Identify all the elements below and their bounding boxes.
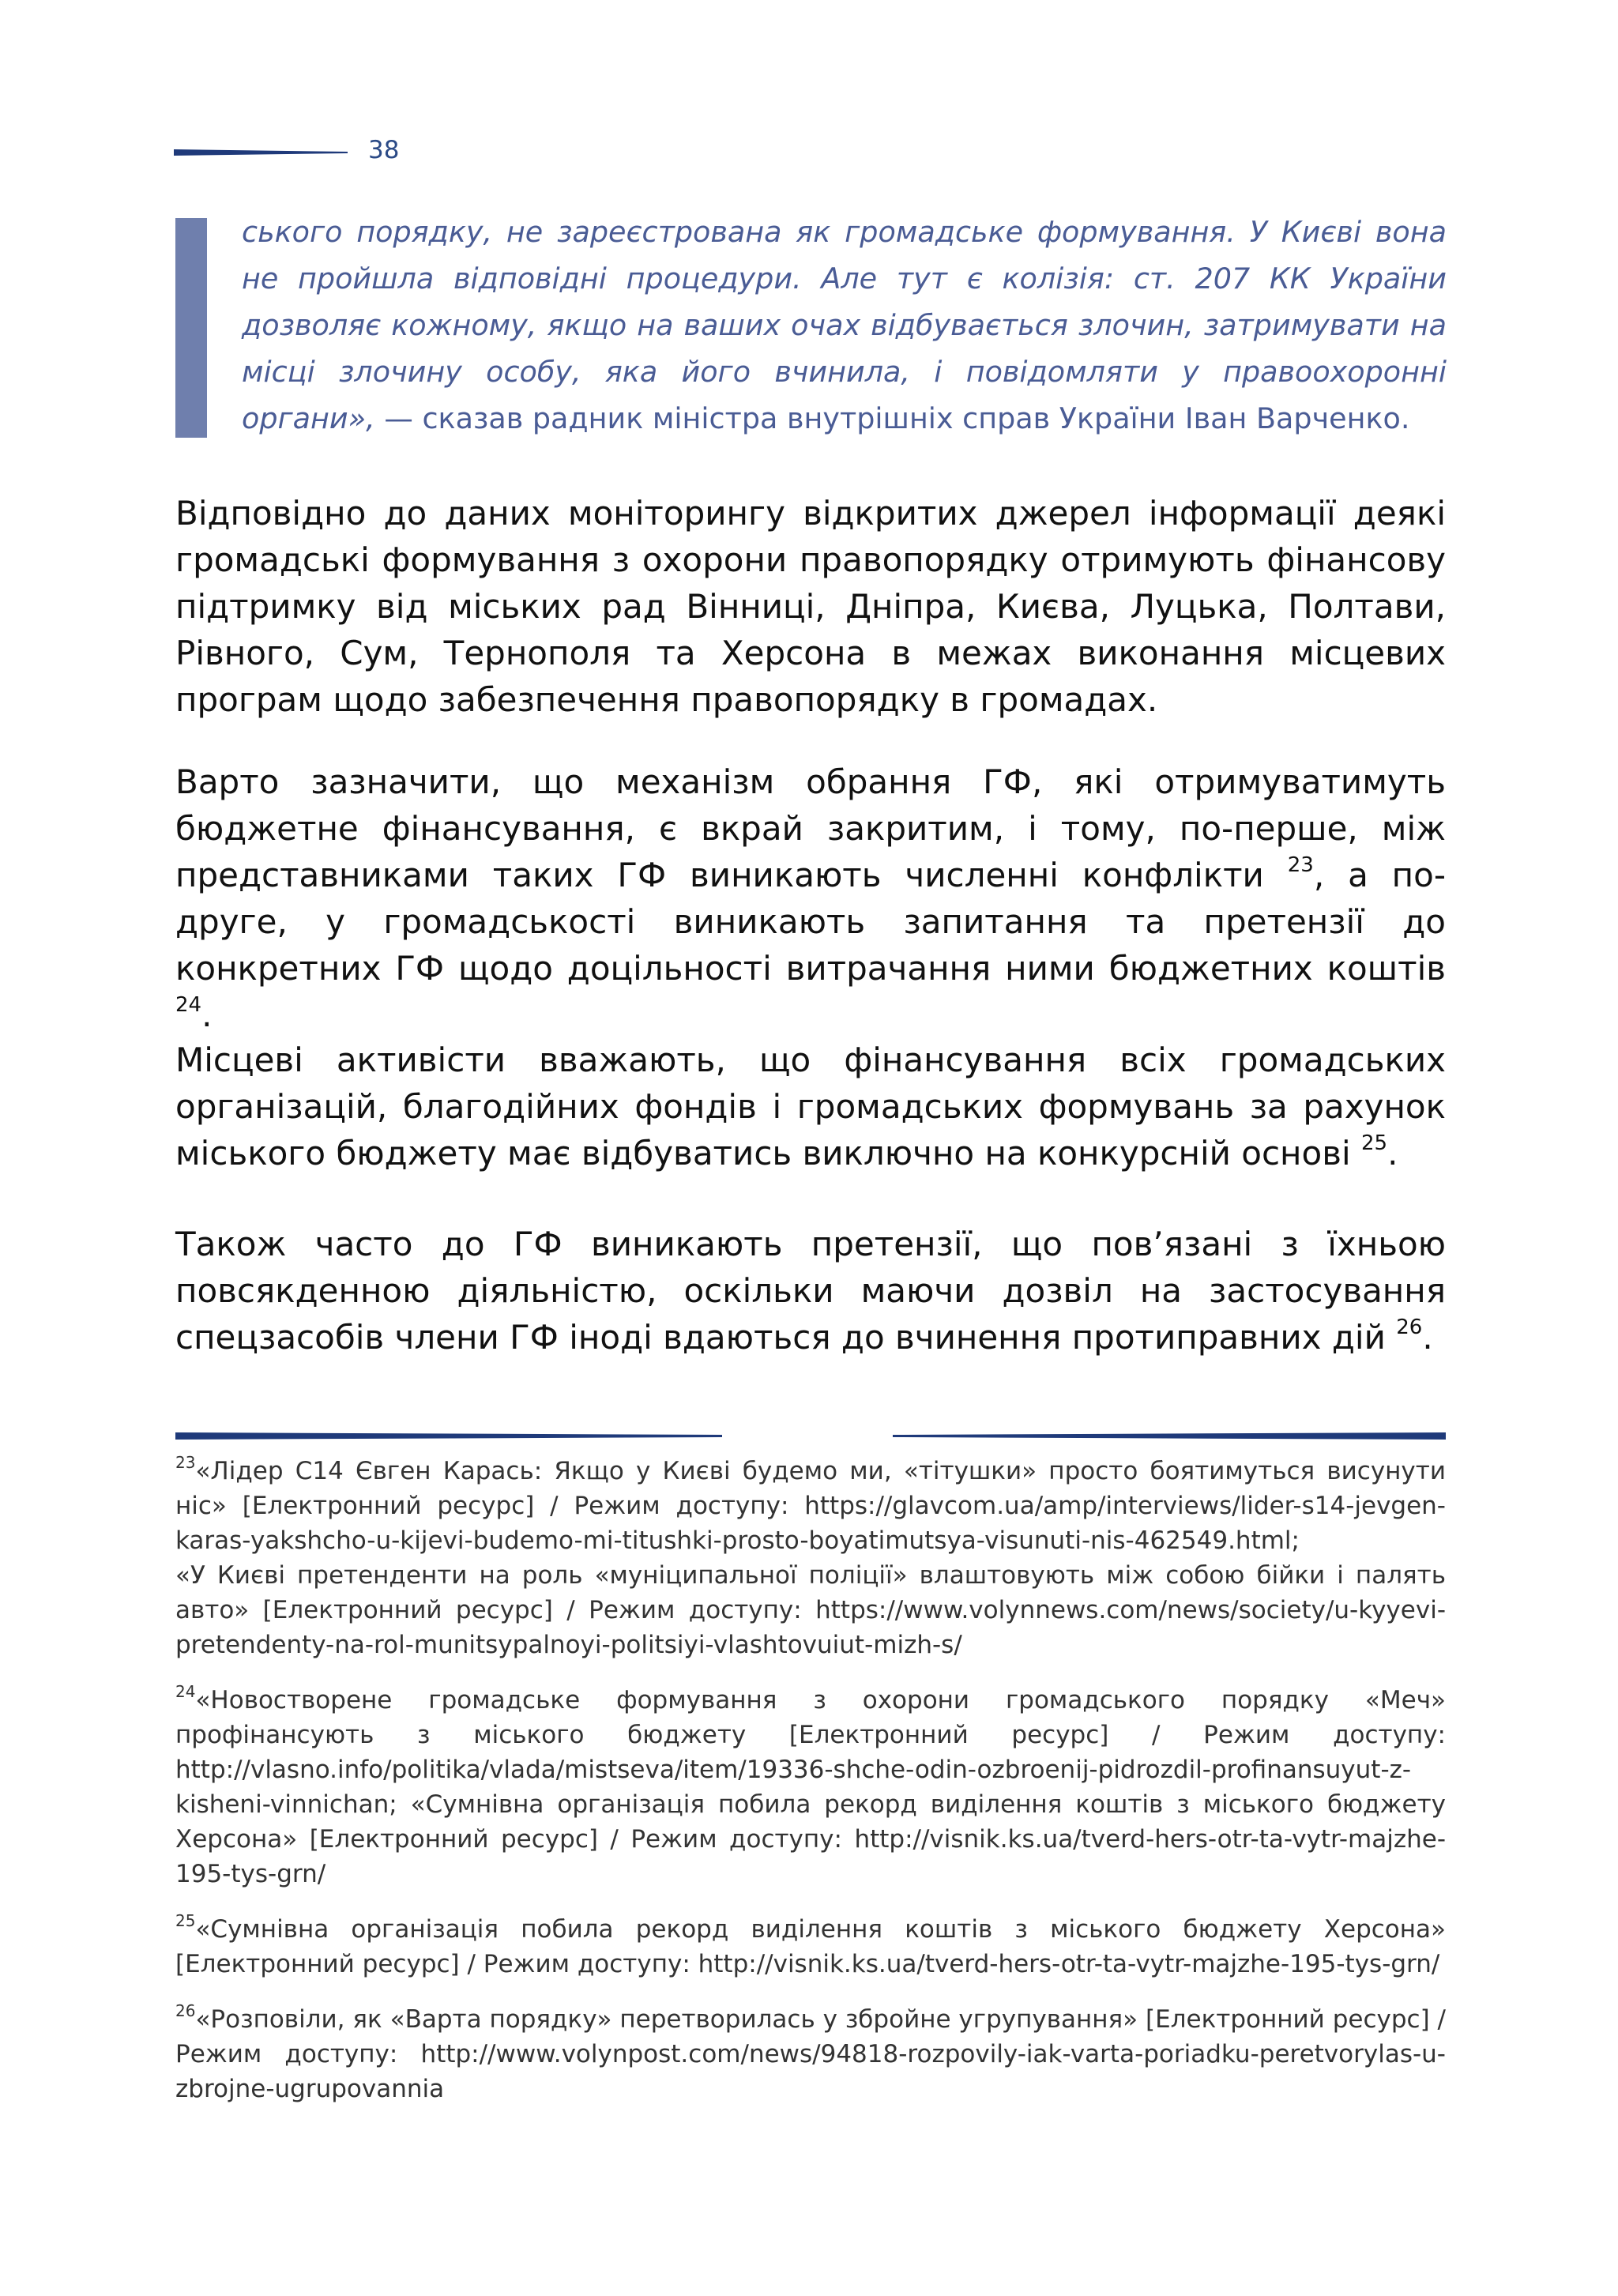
footnote-divider-right — [893, 1432, 1446, 1440]
footnote-26: $^{26}$«Розповіли, як «Варта порядку» перетворилась у збройне угрупування» [Електронний ресурс] / Режим доступу: http://www.volynpost.com/news/94818-rozpovily-iak-varta-poriadku-peretvorylas-u-zbrojne-ugrupovannia — [175, 2001, 1446, 2103]
quote-attribution: — сказав радник міністра внутрішніх справ України Іван Варченко. — [374, 401, 1410, 435]
paragraph-3: Місцеві активісти вважають, що фінансування всіх громадських організацій, благодійних фондів і громадських формувань за рахунок міського бюджету має відбуватись виключно на конкурсній основі $^{25}$. — [175, 1041, 1446, 1172]
footnote-divider-left — [175, 1432, 722, 1440]
footnote-number: 25 — [175, 1910, 196, 1930]
footnote-23: $^{23}$«Лідер С14 Євген Карась: Якщо у Києві будемо ми, «тітушки» просто боятимуться висунути ніс» [Електронний ресурс] / Режим доступу: https://glavcom.ua/amp/interviews/lider-s14-jevgen-karas-yakshcho-u-kijevi-budemo-mi-titushki-prosto-boyatimutsya-visunuti-nis-462549.html; «У Києві претенденти на роль «муніципальної поліції» влаштовують між собою бійки і палять авто» [Електронний ресурс] / Режим доступу: https://www.volynnews.com/news/society/u-kyyevi-pretendenty-na-rol-munitsypalnoyi-politsiyi-vlashtovuiut-mizh-s/ — [175, 1454, 1446, 1662]
block-quote — [242, 209, 1447, 442]
footnote-ref-26[interactable]: 26 — [1396, 1315, 1423, 1339]
footnote-number: 23 — [175, 1452, 196, 1472]
footnote-23-continued: «У Києві претенденти на роль «муніципальної поліції» влаштовують між собою бійки і палять авто» [Електронний ресурс] / Режим доступу: https://www.volynnews.com/news/society/u-kyyevi-pretendenty-na-rol-munitsypalnoyi-politsiyi-vlashtovuiut-mizh-s/ — [175, 1561, 1446, 1659]
paragraph-2: Варто зазначити, що механізм обрання ГФ, які отримуватимуть бюджетне фінансування, є вкрай закритим, і тому, по-перше, між представниками таких ГФ виникають численні конфлікти $^{23}$, а по-друге, у громадськості виникають запитання та претензії до конкретних ГФ щодо доцільності витрачання ними бюджетних коштів $^{24}$. — [175, 762, 1446, 1034]
quote-text: ського порядку, не зареєстрована як громадське формування. У Києві вона не пройшла відповідні процедури. Але тут є колізія: ст. 207 КК України дозволяє кожному, якщо на ваших очах відбувається злочин, затримувати на місці злочину особу, яка його вчинила, і повідомляти у правоохоронні органи», — [242, 215, 1447, 435]
footnote-ref-23[interactable]: 23 — [1287, 853, 1314, 877]
footnote-ref-25[interactable]: 25 — [1361, 1131, 1388, 1155]
page-number: 38 — [368, 136, 400, 164]
paragraph-4: Також часто до ГФ виникають претензії, що пов’язані з їхньою повсякденною діяльністю, оскільки маючи дозвіл на застосування спецзасобів члени ГФ іноді вдаються до вчинення протиправних дій $^{26}$. — [175, 1225, 1446, 1357]
footnote-number: 24 — [175, 1681, 196, 1701]
quote-accent-bar — [175, 218, 207, 438]
footnote-ref-24[interactable]: 24 — [175, 993, 202, 1017]
header-rule — [174, 149, 348, 156]
footnote-number: 26 — [175, 2001, 196, 2020]
footnotes — [175, 1454, 1446, 2127]
footnote-24: $^{24}$«Новостворене громадське формування з охорони громадського порядку «Меч» профінансують з міського бюджету [Електронний ресурс] / Режим доступу: http://vlasno.info/politika/vlada/mistseva/item/19336-shche-odin-ozbroenij-pidrozdil-profinansuyut-z-kisheni-vinnichan; «Сумнівна організація побила рекорд виділення коштів з міського бюджету Херсона» [Електронний ресурс] / Режим доступу: http://visnik.ks.ua/tverd-hers-otr-ta-vytr-majzhe-195-tys-grn/ — [175, 1681, 1446, 1888]
footnote-25: $^{25}$«Сумнівна організація побила рекорд виділення коштів з міського бюджету Херсона» [Електронний ресурс] / Режим доступу: http://visnik.ks.ua/tverd-hers-otr-ta-vytr-majzhe-195-tys-grn/ — [175, 1910, 1446, 1978]
paragraph-1: Відповідно до даних моніторингу відкритих джерел інформації деякі громадські формування з охорони правопорядку отримують фінансову підтримку від міських рад Вінниці, Дніпра, Києва, Луцька, Полтави, Рівного, Сум, Тернополя та Херсона в межах виконання місцевих програм щодо забезпечення правопорядку в громадах. — [175, 494, 1446, 719]
